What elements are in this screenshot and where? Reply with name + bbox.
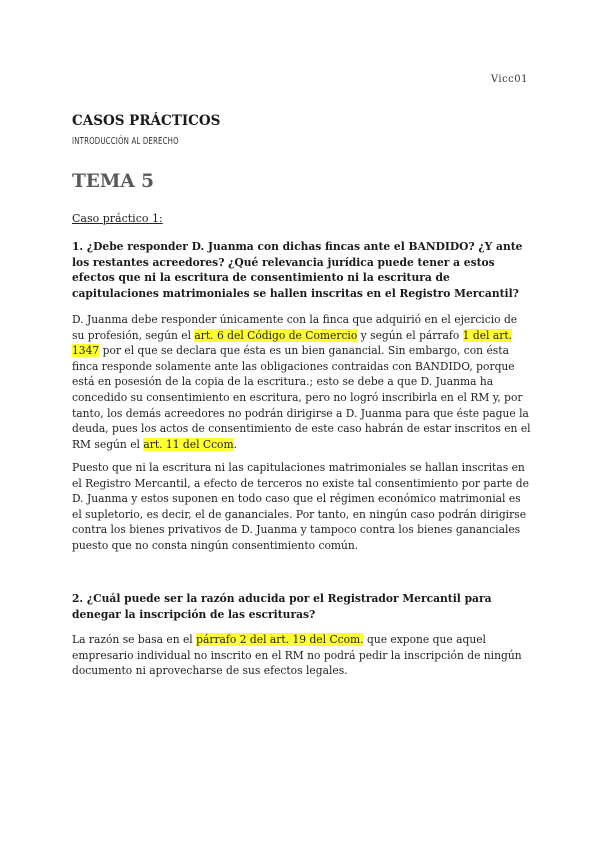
- header-tag: Vicc01: [490, 74, 528, 85]
- question-1: 1. ¿Debe responder D. Juanma con dichas fincas ante el BANDIDO? ¿Y ante los restantes acreedores? ¿Qué relevancia jurídica puede tener a estos efectos que ni la escritura de consentimiento ni la escritura de capitulaciones matrimoniales se hallen inscritas en el Registro Mercantil?: [72, 240, 523, 300]
- answer-2-paragraph: [72, 632, 532, 679]
- answer-1-text-4: .: [233, 437, 238, 451]
- answer-2-text-1: La razón se basa en el: [72, 633, 197, 646]
- answer-1-text-3: por el que se declara que ésta es un bien ganancial. Sin embargo, con ésta finca responde solamente ante las obligaciones contraidas con BANDIDO, porque está en posesión de la copia de la escritura.; esto se debe a que D. Juanma ha concedido su consentimiento en escritura, pero no logró inscribirla en el RM y, por tanto, los demás acreedores no podrán dirigirse a D. Juanma para que éste pague la deuda, pues los actos de consentimiento de este caso habrán de estar inscritos en el RM según el: [72, 344, 531, 451]
- answer-2-text-2: que expone que aquel empresario individual no inscrito en el RM no podrá pedir la inscripción de ningún documento ni aprovecharse de sus efectos legales.: [72, 633, 522, 678]
- answer-1-text-1: D. Juanma debe responder únicamente con la finca que adquirió en el ejercicio de su profesión, según el: [72, 313, 518, 342]
- highlight-art-1347: 1 del art. 1347: [72, 328, 513, 358]
- answer-1-text-2: y según el párrafo: [357, 328, 463, 342]
- question-2: 2. ¿Cuál puede ser la razón aducida por el Registrador Mercantil para denegar la inscripción de las escrituras?: [72, 592, 492, 621]
- document-title: CASOS PRÁCTICOS: [72, 113, 221, 129]
- highlight-art-19: párrafo 2 del art. 19 del Ccom.: [196, 633, 364, 646]
- case-label: Caso práctico 1:: [72, 212, 163, 225]
- document-subtitle: INTRODUCCIÓN AL DERECHO: [72, 136, 179, 147]
- tema-heading: TEMA 5: [72, 171, 155, 192]
- highlight-art-11: art. 11 del Ccom: [143, 437, 234, 451]
- answer-1-paragraph-2: Puesto que ni la escritura ni las capitulaciones matrimoniales se hallan inscritas en el Registro Mercantil, a efecto de terceros no existe tal consentimiento por parte de D. Juanma y estos suponen en todo caso que el régimen económico matrimonial es el supletorio, es decir, el de gananciales. Por tanto, en ningún caso podrán dirigirse contra los bienes privativos de D. Juanma y tampoco contra los bienes gananciales puesto que no consta ningún consentimiento común.: [72, 461, 529, 552]
- highlight-art-6: art. 6 del Código de Comercio: [194, 328, 358, 342]
- answer-1-paragraph-1: [72, 312, 532, 452]
